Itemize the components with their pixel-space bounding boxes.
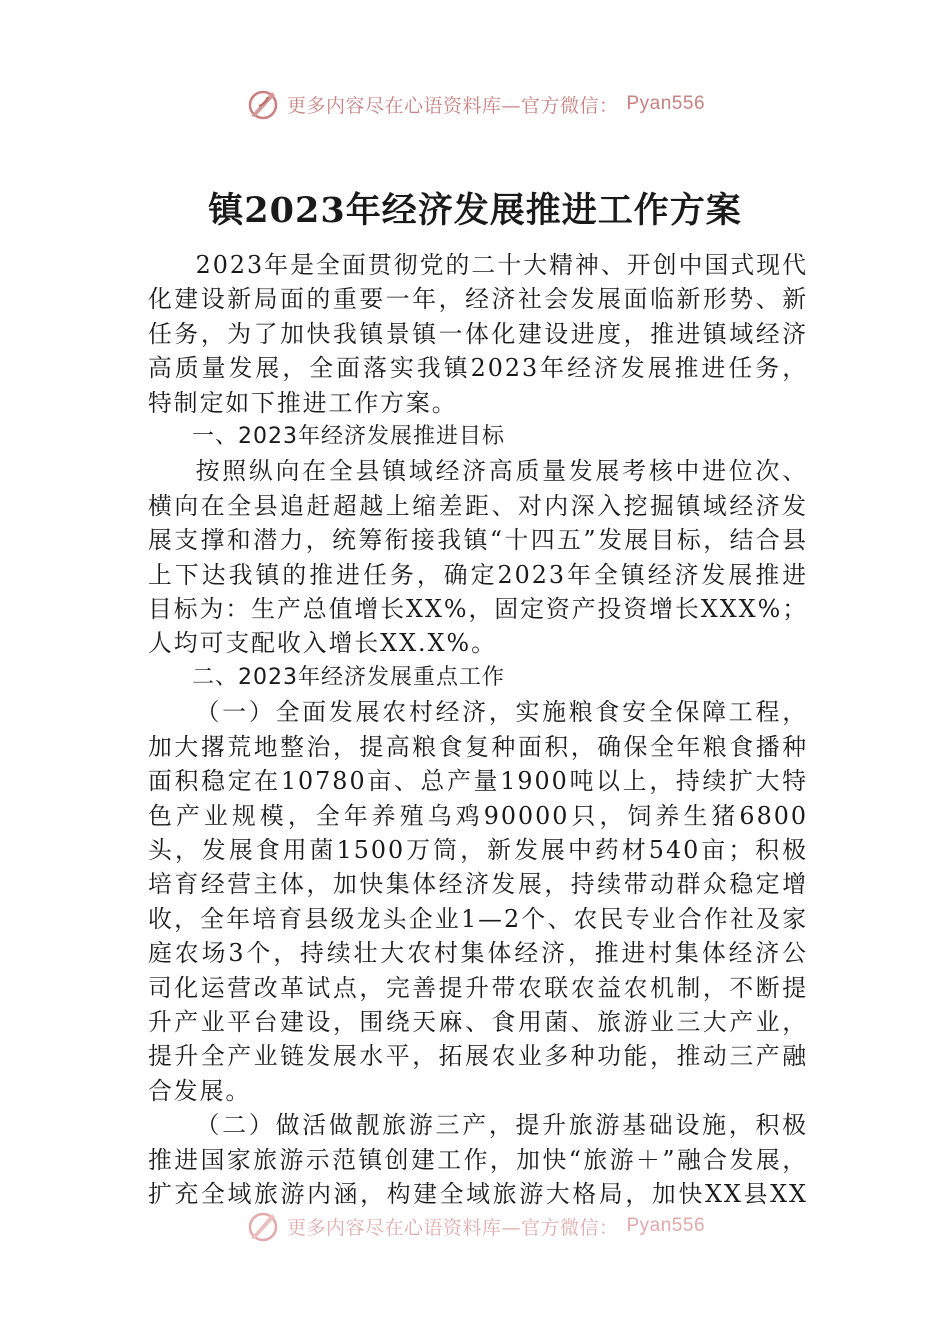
watermark-header (0, 84, 950, 124)
watermark-text: 更多内容尽在心语资料库—官方微信： (286, 94, 619, 117)
section-heading-1: 一、2023年经济发展推进目标 (192, 424, 505, 450)
rural-economy-paragraph: （一）全面发展农村经济，实施粮食安全保障工程，加大撂荒地整治，提高粮食复种面积，确保全年粮食播种面积稳定在10780亩、总产量1900吨以上，持续扩大特色产业规模，全年养殖乌鸡90000只，饲养生猪6800头，发展食用菌1500万筒，新发展中药材540亩；积极培育经营主体，加快集体经济发展，持续带动群众稳定增收，全年培育县级龙头企业1—2个、农民专业合作社及家庭农场3个，持续壮大农村集体经济，推进村集体经济公司化运营改革试点，完善提升带农联农益农机制，不断提升产业平台建设，围绕天麻、食用菌、旅游业三大产业，提升全产业链发展水平，拓展农业多种功能，推动三产融合发展。 (148, 698, 808, 1105)
wechat-id: Pyan556 (626, 93, 706, 114)
section-heading-2: 二、2023年经济发展重点工作 (192, 664, 505, 690)
quill-logo-icon (245, 1208, 281, 1244)
page-title: 镇2023年经济发展推进工作方案 (208, 190, 742, 231)
goals-paragraph: 按照纵向在全县镇域经济高质量发展考核中进位次、横向在全县追赶超越上缩差距、对内深入挖掘镇域经济发展支撑和潜力，统筹衔接我镇“十四五”发展目标，结合县上下达我镇的推进任务，确定2023年全镇经济发展推进目标为：生产总值增长XX%，固定资产投资增长XXX%；人均可支配收入增长XX.X%。 (148, 457, 808, 658)
intro-paragraph: 2023年是全面贯彻党的二十大精神、开创中国式现代化建设新局面的重要一年，经济社会发展面临新形势、新任务，为了加快我镇景镇一体化建设进度，推进镇域经济高质量发展，全面落实我镇2023年经济发展推进任务，特制定如下推进工作方案。 (148, 251, 808, 417)
tourism-paragraph: （二）做活做靓旅游三产，提升旅游基础设施，积极推进国家旅游示范镇创建工作，加快“旅游＋”融合发展，扩充全域旅游内涵，构建全域旅游大格局，加快XX县XX (148, 1111, 808, 1208)
document-body (148, 248, 808, 1214)
wechat-id-footer: Pyan556 (626, 1215, 706, 1236)
quill-logo-icon (245, 86, 281, 122)
watermark-text-footer: 更多内容尽在心语资料库—官方微信： (286, 1216, 619, 1239)
watermark-footer (0, 1206, 950, 1246)
